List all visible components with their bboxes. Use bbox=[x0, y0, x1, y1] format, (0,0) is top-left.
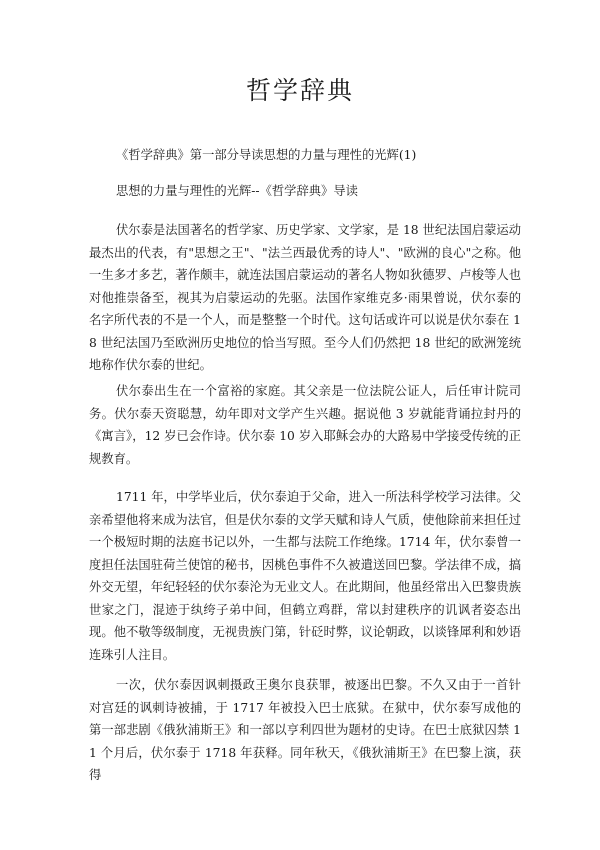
paragraph-exile: 一次，伏尔泰因讽刺摄政王奥尔良获罪，被逐出巴黎。不久又由于一首针对宫廷的讽刺诗被捕，于 1717 年被投入巴士底狱。在狱中，伏尔泰写成他的第一部悲剧《俄狄浦斯王》和一部以亨利四世为题材的史诗。在巴士底狱囚禁 11 个月后，伏尔泰于 1718 年获释。同年秋天，《俄狄浦斯王》在巴黎上演，获得 bbox=[89, 678, 521, 782]
section-heading: 《哲学辞典》第一部分导读思想的力量与理性的光辉(1) bbox=[116, 148, 417, 162]
section-subheading: 思想的力量与理性的光辉--《哲学辞典》导读 bbox=[116, 184, 358, 198]
paragraph-family: 伏尔泰出生在一个富裕的家庭。其父亲是一位法院公证人，后任审计院司务。伏尔泰天资聪慧，幼年即对文学产生兴趣。据说他 3 岁就能背诵拉封丹的《寓言》，12 岁已会作诗。伏尔泰 10 岁入耶稣会办的大路易中学接受传统的正规教育。 bbox=[89, 384, 521, 466]
page-title: 哲学辞典 bbox=[245, 76, 354, 105]
paragraph-education: 1711 年，中学毕业后，伏尔泰迫于父命，进入一所法科学校学习法律。父亲希望他将来成为法官，但是伏尔泰的文学天赋和诗人气质，使他除前来担任过一个极短时期的法庭书记以外，一生都与法院工作绝缘。1714 年，伏尔泰曾一度担任法国驻荷兰使馆的秘书，因桃色事件不久被遣送回巴黎。学法律不成，搞外交无望，年纪轻轻的伏尔泰沦为无业文人。在此期间，他虽经常出入巴黎贵族世家之门，混迹于纨绔子弟中间，但鹤立鸡群，常以封建秩序的讥讽者姿态出现。他不敬等级制度，无视贵族门第，针砭时弊，议论朝政，以谈锋犀利和妙语连珠引人注目。 bbox=[89, 490, 521, 662]
paragraph-intro: 伏尔泰是法国著名的哲学家、历史学家、文学家，是 18 世纪法国启蒙运动最杰出的代表，有"思想之王"、"法兰西最优秀的诗人"、"欧洲的良心"之称。他一生多才多艺，著作颇丰，就连法国启蒙运动的著名人物如狄德罗、卢梭等人也对他推崇备至，视其为启蒙运动的先驱。法国作家维克多·雨果曾说，伏尔泰的名字所代表的不是一个人，而是整整一个时代。这句话或许可以说是伏尔泰在 18 世纪法国乃至欧洲历史地位的恰当写照。至今人们仍然把 18 世纪的欧洲笼统地称作伏尔泰的世纪。 bbox=[89, 223, 521, 372]
